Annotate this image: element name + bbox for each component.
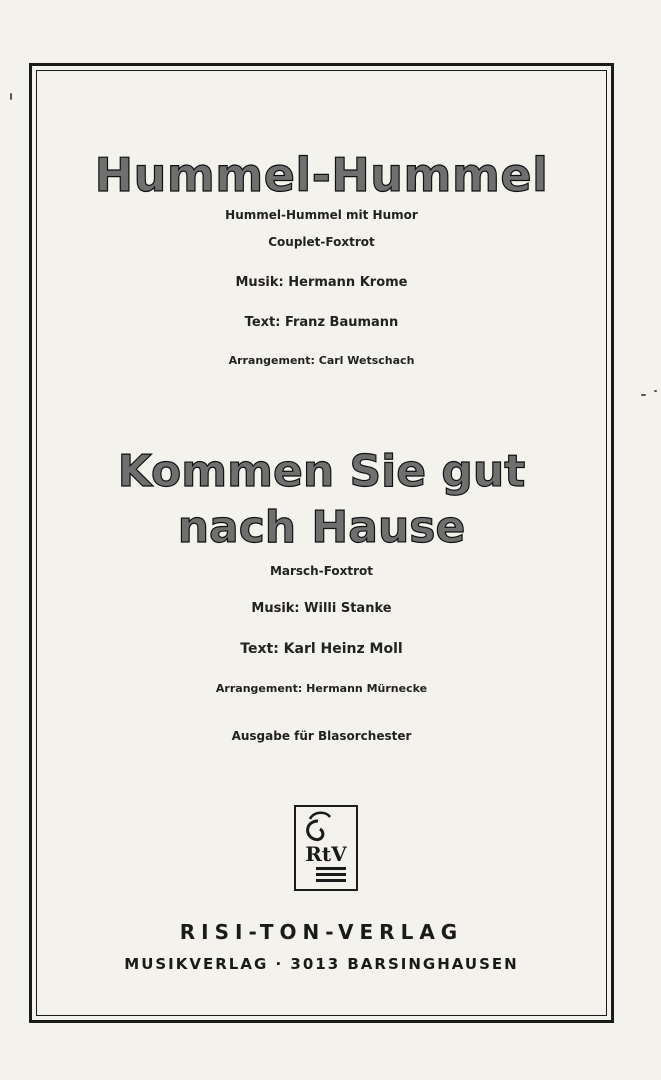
song2-music-credit: Musik: Willi Stanke [251, 601, 392, 616]
song2-arrangement-credit: Arrangement: Hermann Mürnecke [215, 682, 428, 695]
song1-arrangement-credit: Arrangement: Carl Wetschach [228, 354, 415, 367]
song2-genre: Marsch-Foxtrot [269, 564, 374, 578]
song1-title: Hummel-Hummel [94, 148, 549, 202]
publisher-address: MUSIKVERLAG · 3013 BARSINGHAUSEN [124, 955, 519, 973]
song1-text-credit: Text: Franz Baumann [244, 315, 399, 330]
song1-subtitle: Hummel-Hummel mit Humor [225, 208, 418, 222]
edition-note: Ausgabe für Blasorchester [231, 729, 412, 743]
song2-title-line2: nach Hause [177, 502, 466, 553]
print-speck [654, 390, 657, 392]
publisher-name: RISI-TON-VERLAG [179, 920, 464, 944]
song2-title-line1: Kommen Sie gut [117, 446, 526, 497]
song2-text-credit: Text: Karl Heinz Moll [240, 641, 403, 657]
publisher-emblem-icon [294, 805, 358, 891]
song1-genre: Couplet-Foxtrot [268, 235, 375, 249]
song1-music-credit: Musik: Hermann Krome [235, 275, 408, 290]
print-speck [10, 93, 12, 100]
print-speck [641, 394, 646, 396]
logo-monogram: RtV [305, 842, 347, 866]
song2-title [36, 444, 607, 556]
